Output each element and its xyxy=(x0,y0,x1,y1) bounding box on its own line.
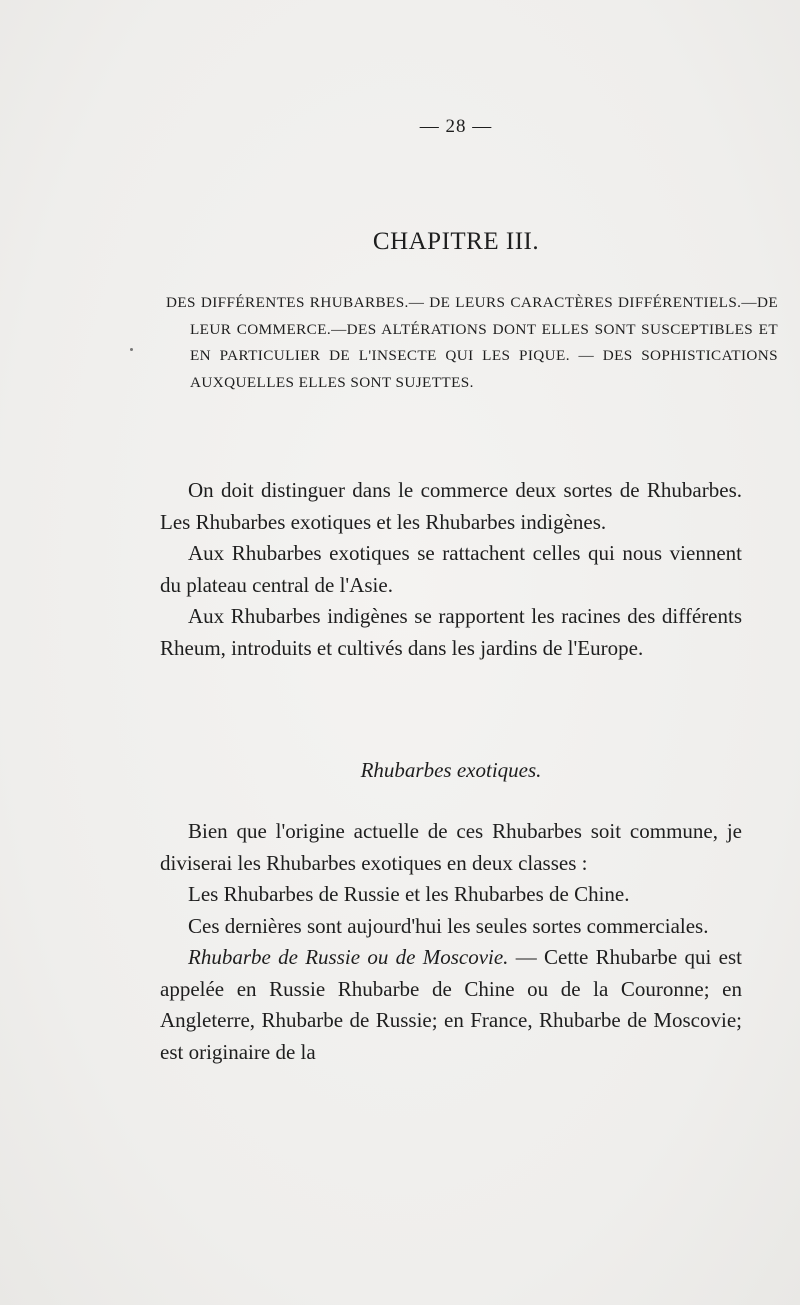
paragraph: Bien que l'origine actuelle de ces Rhubarbes soit commune, je diviserai les Rhubarbes exotiques en deux classes : xyxy=(160,819,742,875)
paragraph xyxy=(160,942,742,1068)
run-in-heading: Rhubarbe de Russie ou de Moscovie. xyxy=(188,945,509,969)
body-text-intro xyxy=(160,475,742,664)
page-number: — 28 — xyxy=(419,116,493,137)
paragraph: On doit distinguer dans le commerce deux sortes de Rhubarbes. Les Rhubarbes exotiques et les Rhubarbes indigènes. xyxy=(160,478,742,534)
paragraph: Les Rhubarbes de Russie et les Rhubarbes de Chine. xyxy=(188,882,630,906)
paper-speck xyxy=(130,348,133,351)
chapter-title: CHAPITRE III. xyxy=(372,228,540,255)
paragraph-text: — Cette Rhubarbe qui est appelée en Russie Rhubarbe de Chine ou de la Couronne; en Angleterre, Rhubarbe de Russie; en France, Rhubarbe de Moscovie; est originaire de la xyxy=(160,945,742,1064)
body-text-section xyxy=(160,816,742,1068)
chapter-summary: DES DIFFÉRENTES RHUBARBES.— DE LEURS CARACTÈRES DIFFÉRENTIELS.—DE LEUR COMMERCE.—DES ALTÉRATIONS DONT ELLES SONT SUSCEPTIBLES ET EN PARTICULIER DE L'INSECTE QUI LES PIQUE. — DES SOPHISTICATIONS AUXQUELLES ELLES SONT SUJETTES. xyxy=(166,294,778,391)
paragraph: Aux Rhubarbes indigènes se rapportent les racines des différents Rheum, introduits et cultivés dans les jardins de l'Europe. xyxy=(160,604,742,660)
section-heading: Rhubarbes exotiques. xyxy=(360,758,542,782)
paragraph: Ces dernières sont aujourd'hui les seules sortes commerciales. xyxy=(188,913,709,938)
paragraph: Aux Rhubarbes exotiques se rattachent celles qui nous viennent du plateau central de l'Asie. xyxy=(160,541,742,597)
